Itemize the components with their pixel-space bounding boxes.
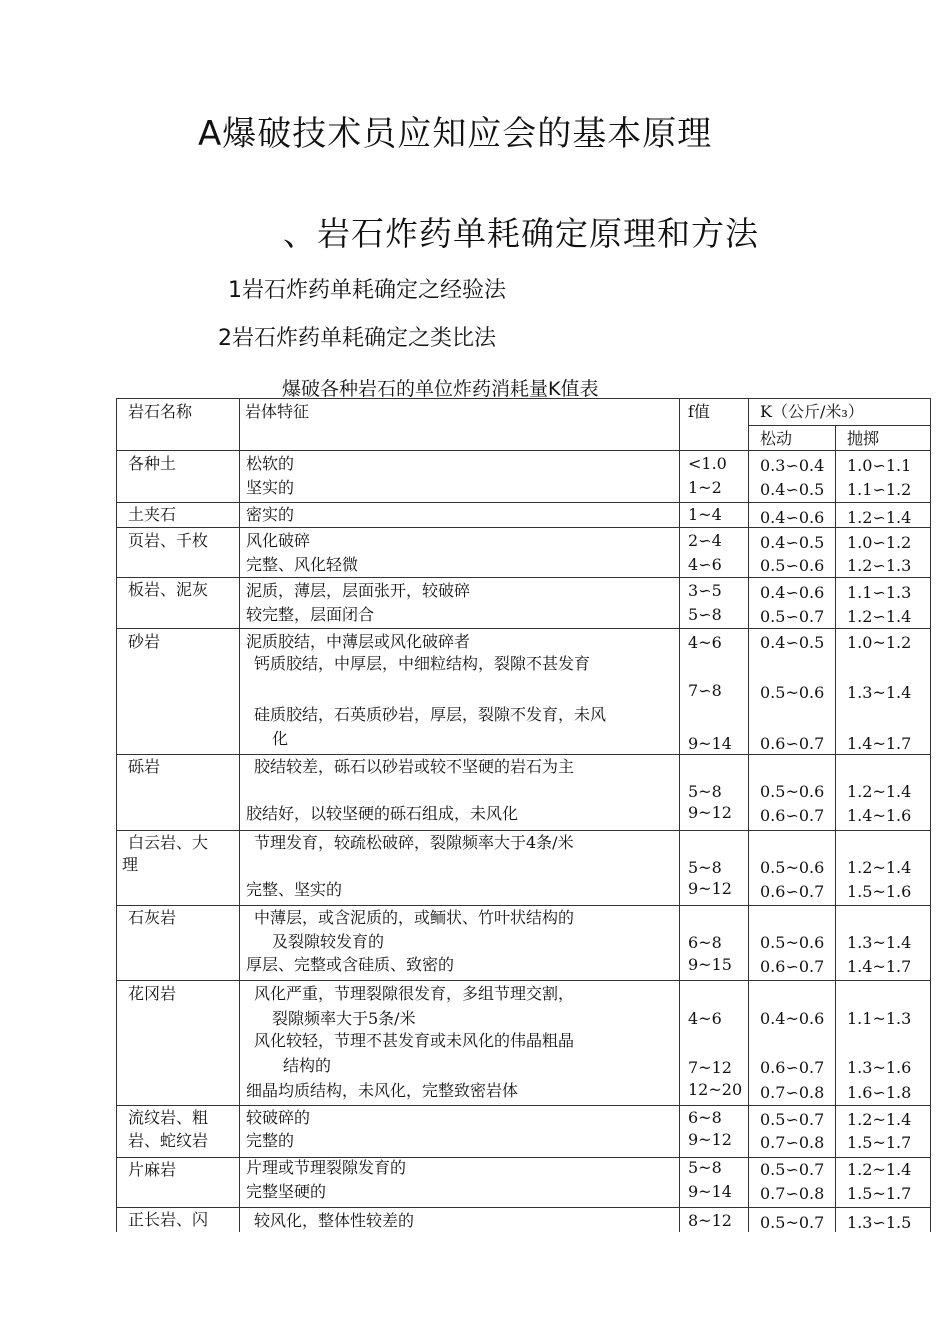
- f-value: 4~6: [688, 633, 722, 652]
- k-throw-value: 1.2∽1.3: [847, 556, 912, 575]
- f-value: 9~12: [688, 1130, 732, 1149]
- k-throw-value: 1.0∽1.1: [847, 456, 912, 475]
- k-throw-value: 1.3~1.4: [847, 933, 912, 952]
- rock-feature: 风化破碎: [246, 531, 311, 550]
- rock-feature: 密实的: [246, 505, 295, 524]
- k-loose-value: 0.5∽0.7: [760, 1110, 825, 1129]
- rock-feature-cont: 裂隙频率大于5条/米: [272, 1009, 416, 1028]
- k-throw-value: 1.1∽1.3: [847, 583, 912, 602]
- rock-feature: 完整、坚实的: [246, 880, 343, 899]
- table-caption: 爆破各种岩石的单位炸药消耗量K值表: [282, 378, 599, 400]
- k-loose-value: 0.6∽0.7: [760, 806, 825, 825]
- rock-name: 页岩、千枚: [128, 531, 209, 550]
- k-throw-value: 1.1∽1.2: [847, 480, 912, 499]
- k-throw-value: 1.2~1.4: [847, 782, 912, 801]
- k-loose-value: 0.4∽0.6: [760, 508, 825, 527]
- rock-name: 石灰岩: [128, 908, 177, 927]
- f-value: 9~15: [688, 955, 732, 974]
- table-row-rule: [116, 502, 930, 503]
- table-row-rule: [116, 754, 930, 755]
- k-throw-value: 1.2~1.4: [847, 1110, 912, 1129]
- k-loose-value: 0.4∽0.5: [760, 533, 825, 552]
- f-value: 9~12: [688, 803, 732, 822]
- k-throw-value: 1.5~1.7: [847, 1133, 912, 1152]
- f-value: 7~12: [688, 1058, 732, 1077]
- rock-name-cont: 岩、蛇纹岩: [128, 1131, 209, 1150]
- k-loose-value: 0.7∽0.8: [760, 1133, 825, 1152]
- rock-name: 正长岩、闪: [128, 1210, 209, 1229]
- f-value: 1~2: [688, 478, 722, 497]
- k-loose-value: 0.6∽0.7: [760, 957, 825, 976]
- f-value: 4∽6: [688, 555, 722, 574]
- rock-feature: 中薄层，或含泥质的，或鲕状、竹叶状结构的: [254, 908, 575, 927]
- k-loose-value: 0.5~0.6: [760, 858, 825, 877]
- table-row-rule: [116, 905, 930, 906]
- rock-feature: 坚实的: [246, 478, 295, 497]
- header-loose: 松动: [760, 429, 793, 448]
- f-value: 9~14: [688, 1182, 732, 1201]
- rock-name: 砾岩: [128, 757, 161, 776]
- header-throw: 抛掷: [847, 429, 880, 448]
- k-loose-value: 0.5∽0.6: [760, 556, 825, 575]
- k-throw-value: 1.0~1.2: [847, 633, 912, 652]
- k-loose-value: 0.6∽0.7: [760, 734, 825, 753]
- k-loose-value: 0.5~0.6: [760, 782, 825, 801]
- k-loose-value: 0.5~0.7: [760, 1213, 825, 1232]
- rock-feature: 泥质胶结，中薄层或风化破碎者: [246, 632, 471, 651]
- table-row-rule: [116, 1207, 930, 1208]
- column-rule-f: [748, 398, 749, 1232]
- k-loose-value: 0.5~0.6: [760, 933, 825, 952]
- table-row-rule: [116, 830, 930, 831]
- rock-feature: 细晶均质结构，未风化，完整致密岩体: [246, 1081, 519, 1100]
- table-row-rule: [116, 980, 930, 981]
- k-throw-value: 1.3~1.4: [847, 683, 912, 702]
- rock-feature-cont: 及裂隙较发育的: [272, 932, 385, 951]
- rock-name: 流纹岩、粗: [128, 1108, 209, 1127]
- rock-feature: 厚层、完整或含硅质、致密的: [246, 955, 455, 974]
- table-row-rule: [116, 628, 930, 629]
- k-throw-value: 1.3~1.6: [847, 1058, 912, 1077]
- rock-feature: 完整的: [246, 1131, 295, 1150]
- k-loose-value: 0.5∽0.7: [760, 607, 825, 626]
- rock-name: 片麻岩: [128, 1160, 177, 1179]
- header-f-value: f值: [688, 402, 710, 421]
- rock-feature: 节理发育，较疏松破碎，裂隙频率大于4条/米: [254, 833, 574, 852]
- rock-feature: 风化严重，节理裂隙很发育，多组节理交割，: [254, 984, 575, 1003]
- f-value: 8~12: [688, 1211, 732, 1230]
- k-loose-value: 0.4∽0.5: [760, 633, 825, 652]
- k-loose-value: 0.7∽0.8: [760, 1083, 825, 1102]
- rock-feature: 松软的: [246, 454, 295, 473]
- k-throw-value: 1.1~1.3: [847, 1009, 912, 1028]
- f-value: 5~8: [688, 782, 722, 801]
- k-throw-value: 1.4~1.6: [847, 806, 912, 825]
- f-value: 12~20: [688, 1080, 743, 1099]
- f-value: 3∽5: [688, 581, 722, 600]
- table-row-rule: [116, 1157, 930, 1158]
- subheading-analogy-method: 2岩石炸药单耗确定之类比法: [218, 326, 496, 351]
- table-row-rule: [116, 1105, 930, 1106]
- k-throw-value: 1.2∽1.4: [847, 508, 912, 527]
- header-rock-feature: 岩体特征: [245, 402, 310, 421]
- rock-feature: 泥质，薄层，层面张开，较破碎: [246, 581, 471, 600]
- k-throw-value: 1.2~1.4: [847, 858, 912, 877]
- k-loose-value: 0.5∽0.7: [760, 1160, 825, 1179]
- header-k-value: K（公斤/米₃）: [760, 402, 864, 421]
- rock-name-cont: 理: [122, 855, 139, 874]
- k-throw-value: 1.2~1.4: [847, 1160, 912, 1179]
- column-rule-feature: [679, 398, 680, 1232]
- f-value: 4~6: [688, 1009, 722, 1028]
- column-rule-name: [239, 398, 240, 1232]
- column-rule-loose: [835, 425, 836, 1232]
- rock-feature-cont: 结构的: [283, 1056, 332, 1075]
- table-row-rule: [116, 577, 930, 578]
- k-throw-value: 1.4~1.7: [847, 734, 912, 753]
- k-loose-value: 0.6∽0.7: [760, 1058, 825, 1077]
- rock-feature-cont: 化: [272, 729, 289, 748]
- k-loose-value: 0.4∽0.5: [760, 480, 825, 499]
- f-value: 5~8: [688, 1158, 722, 1177]
- k-loose-value: 0.7∽0.8: [760, 1184, 825, 1203]
- f-value: 6~8: [688, 933, 722, 952]
- k-loose-value: 0.4∽0.6: [760, 583, 825, 602]
- rock-feature: 胶结较差，砾石以砂岩或较不坚硬的岩石为主: [254, 757, 575, 776]
- f-value: 1~4: [688, 505, 722, 524]
- rock-feature: 风化较轻，节理不甚发育或未风化的伟晶粗晶: [254, 1031, 575, 1050]
- f-value: 6~8: [688, 1108, 722, 1127]
- k-throw-value: 1.6∽1.8: [847, 1083, 912, 1102]
- f-value: 5~8: [688, 858, 722, 877]
- k-throw-value: 1.3∽1.5: [847, 1213, 912, 1232]
- rock-feature: 完整、风化轻微: [246, 555, 359, 574]
- header-split-rule: [748, 425, 930, 426]
- rock-feature: 钙质胶结，中厚层，中细粒结构，裂隙不甚发育: [254, 654, 591, 673]
- header-rock-name: 岩石名称: [128, 402, 193, 421]
- f-value: 5∽8: [688, 605, 722, 624]
- f-value: 9~14: [688, 734, 732, 753]
- rock-feature: 胶结好，以较坚硬的砾石组成，未风化: [246, 804, 519, 823]
- table-left-rule: [116, 398, 117, 1232]
- main-title: A爆破技术员应知应会的基本原理: [198, 114, 713, 154]
- rock-feature: 片理或节理裂隙发育的: [246, 1158, 407, 1177]
- section-title: 、岩石炸药单耗确定原理和方法: [283, 214, 759, 253]
- rock-name: 各种土: [128, 454, 177, 473]
- rock-name: 砂岩: [128, 632, 161, 651]
- rock-name: 板岩、泥灰: [128, 580, 209, 599]
- k-throw-value: 1.5~1.6: [847, 882, 912, 901]
- k-throw-value: 1.2∽1.4: [847, 607, 912, 626]
- k-loose-value: 0.5~0.6: [760, 683, 825, 702]
- k-throw-value: 1.5~1.7: [847, 1184, 912, 1203]
- k-loose-value: 0.3∽0.4: [760, 456, 825, 475]
- f-value: 2∽4: [688, 531, 722, 550]
- rock-feature: 较风化，整体性较差的: [254, 1211, 415, 1230]
- f-value: 7∽8: [688, 681, 722, 700]
- rock-name: 白云岩、大: [128, 833, 209, 852]
- k-loose-value: 0.4~0.6: [760, 1009, 825, 1028]
- rock-feature: 较破碎的: [246, 1108, 311, 1127]
- k-throw-value: 1.4~1.7: [847, 957, 912, 976]
- k-throw-value: 1.0∽1.2: [847, 533, 912, 552]
- rock-feature: 硅质胶结，石英质砂岩，厚层，裂隙不发育，未风: [254, 705, 607, 724]
- f-value: 9~12: [688, 879, 732, 898]
- rock-name: 土夹石: [128, 505, 177, 524]
- subheading-empirical-method: 1岩石炸药单耗确定之经验法: [228, 278, 506, 303]
- table-right-rule: [930, 398, 931, 1232]
- rock-name: 花冈岩: [128, 984, 177, 1003]
- rock-feature: 完整坚硬的: [246, 1182, 327, 1201]
- rock-feature: 较完整，层面闭合: [246, 605, 375, 624]
- k-loose-value: 0.6∽0.7: [760, 882, 825, 901]
- f-value: <1.0: [688, 454, 727, 473]
